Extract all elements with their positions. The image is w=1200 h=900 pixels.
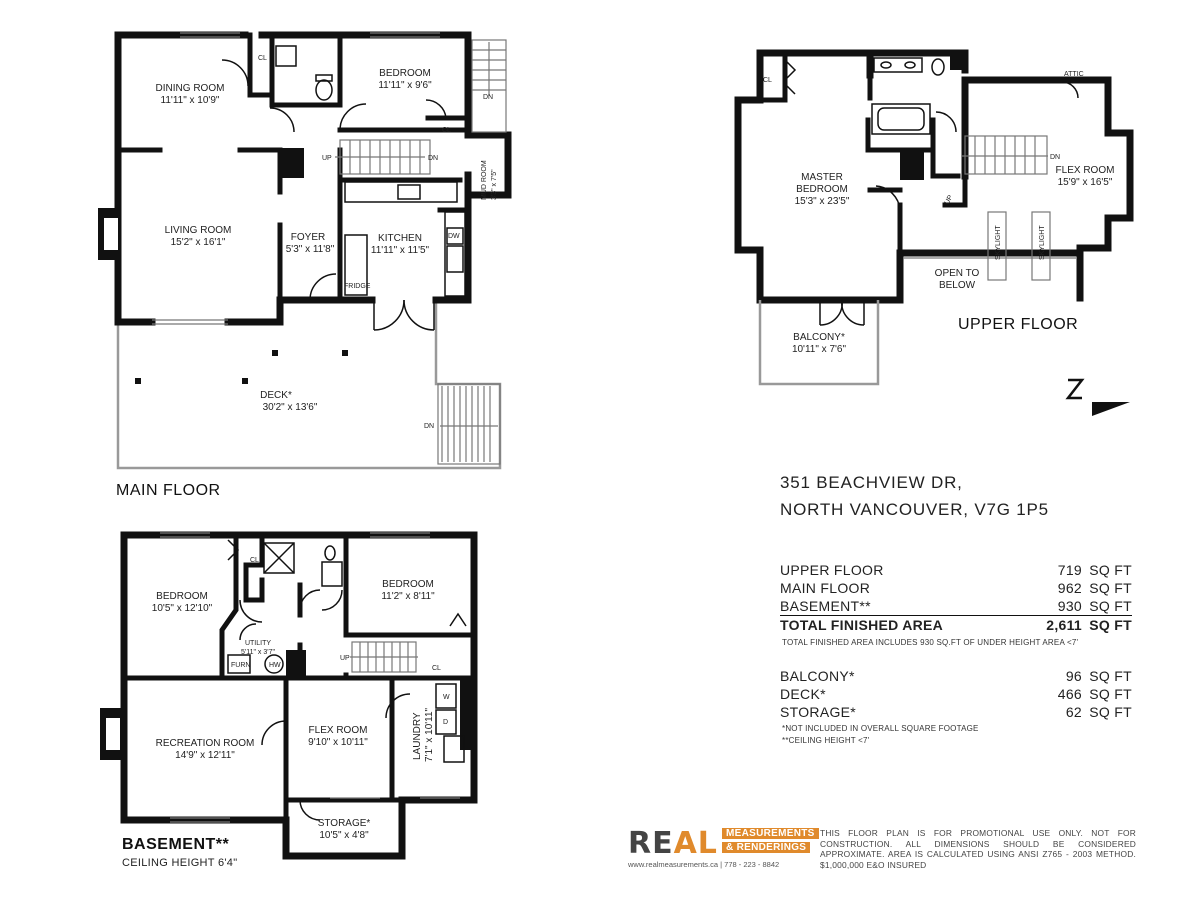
extra-value: 96 (1065, 668, 1082, 684)
main-dn-label: DN (428, 155, 439, 162)
deck-dn-label: DN (424, 423, 435, 430)
extra-name: DECK* (780, 686, 826, 702)
area-row-total (780, 615, 1132, 634)
area-unit: SQ FT (1089, 562, 1132, 578)
laundry-dims: 7'1" x 10'11" (424, 707, 435, 762)
area-name: UPPER FLOOR (780, 562, 884, 578)
logo-part-b: AL (673, 826, 718, 861)
basement-title: BASEMENT** (122, 836, 230, 853)
basement-bedroom2-dims: 11'2" x 8'11" (381, 591, 435, 602)
exterior-stairs-top (472, 40, 506, 132)
extra-value: 466 (1057, 686, 1082, 702)
extra-row-balcony (780, 667, 1132, 685)
address-line1: 351 BEACHVIEW DR, (780, 473, 963, 492)
extra-unit: SQ FT (1089, 686, 1132, 702)
main-dn-top-label: DN (483, 94, 494, 101)
basement-flex-room-dims: 9'10" x 10'11" (308, 737, 368, 748)
main-stairs (335, 140, 430, 174)
open-to-below-2: BELOW (938, 280, 976, 291)
kitchen-dims: 11'11" x 11'5" (370, 245, 430, 256)
basement-bedroom2-label: BEDROOM (382, 579, 434, 590)
mud-room-label: MUD ROOM (481, 160, 488, 200)
total-unit: SQ FT (1089, 617, 1132, 633)
main-doors (222, 60, 446, 330)
area-name: BASEMENT** (780, 598, 871, 614)
logo-part-a: RE (628, 826, 674, 861)
extra-row-deck (780, 685, 1132, 703)
basement-stairs (350, 642, 418, 672)
main-cl2-label: CL (442, 127, 451, 134)
total-value: 2,611 (1046, 617, 1082, 633)
basement-cl2-label: CL (432, 665, 441, 672)
deck-dims: 30'2" x 13'6" (262, 402, 318, 413)
extra-value: 62 (1065, 704, 1082, 720)
main-bedroom-dims: 11'11" x 9'6" (378, 80, 432, 91)
main-cl-label: CL (258, 55, 267, 62)
area-name: MAIN FLOOR (780, 580, 871, 596)
upper-up-label: UP (943, 194, 955, 206)
north-arrow-icon (1062, 376, 1134, 420)
deck-label: DECK* (260, 390, 292, 401)
area-value: 719 (1057, 562, 1082, 578)
extra-row-storage (780, 703, 1132, 721)
real-logo (628, 826, 718, 861)
foyer-label: FOYER (290, 232, 326, 243)
main-bedroom-label: BEDROOM (379, 68, 431, 79)
fridge-label: FRIDGE (344, 283, 371, 290)
total-note: TOTAL FINISHED AREA INCLUDES 930 SQ.FT OF UNDER HEIGHT AREA <7' (782, 638, 1079, 647)
main-floor-title: MAIN FLOOR (116, 482, 221, 499)
dining-room-label: DINING ROOM (155, 83, 225, 94)
mud-room-dims: 3'3" x 7'5" (491, 169, 498, 200)
recreation-room-label: RECREATION ROOM (155, 738, 255, 749)
balcony-dims: 10'11" x 7'6" (791, 344, 847, 355)
storage-dims: 10'5" x 4'8" (319, 830, 369, 841)
area-row-main (780, 579, 1132, 597)
laundry-label: LAUNDRY (412, 712, 423, 760)
disclaimer: THIS FLOOR PLAN IS FOR PROMOTIONAL USE ONLY. NOT FOR CONSTRUCTION. ALL DIMENSIONS SHOULD BE CONSIDERED APPROXIMATE. AREA IS CALCULATED USING ANSI Z765 - 2003 METHOD. $1,000,000 E&O INSURED (820, 828, 1136, 870)
area-row-upper (780, 561, 1132, 579)
basement-plan (100, 533, 474, 856)
brand-tag-1: MEASUREMENTS (722, 828, 819, 839)
balcony-label: BALCONY* (793, 332, 845, 343)
total-name: TOTAL FINISHED AREA (780, 617, 944, 633)
upper-floor-title: UPPER FLOOR (958, 316, 1079, 333)
upper-flex-room-dims: 15'9" x 16'5" (1057, 177, 1113, 188)
area-table (780, 561, 1132, 634)
master-bedroom-label1: MASTER (801, 172, 843, 183)
attic-label: ATTIC (1064, 71, 1084, 78)
dryer-label: D (443, 719, 449, 726)
deck-stairs (438, 384, 500, 464)
basement-flex-room-label: FLEX ROOM (308, 725, 368, 736)
open-to-below-1: OPEN TO (934, 268, 980, 279)
utility-label: UTILITY (244, 640, 272, 647)
extra-name: BALCONY* (780, 668, 855, 684)
area-value: 930 (1057, 598, 1082, 614)
master-bedroom-dims: 15'3" x 23'5" (794, 196, 850, 207)
living-room-label: LIVING ROOM (164, 225, 232, 236)
area-unit: SQ FT (1089, 598, 1132, 614)
basement-bedroom1-dims: 10'5" x 12'10" (151, 603, 213, 614)
area-value: 962 (1057, 580, 1082, 596)
recreation-room-dims: 14'9" x 12'11" (175, 750, 235, 761)
kitchen-label: KITCHEN (378, 233, 422, 244)
master-bedroom-label2: BEDROOM (796, 184, 848, 195)
footnote-1: *NOT INCLUDED IN OVERALL SQUARE FOOTAGE (782, 724, 979, 733)
skylight1-label: SKYLIGHT (995, 225, 1002, 260)
footnote-2: **CEILING HEIGHT <7' (782, 736, 870, 745)
extras-table (780, 667, 1132, 721)
washer-label: W (443, 694, 450, 701)
dw-label: DW (448, 233, 460, 240)
main-up-label: UP (322, 155, 332, 162)
basement-cl1-label: CL (250, 557, 259, 564)
dining-room-dims: 11'11" x 10'9" (160, 95, 220, 106)
extra-name: STORAGE* (780, 704, 857, 720)
upper-floor-plan (738, 52, 1130, 384)
brand-contact: www.realmeasurements.ca | 778 - 223 - 8842 (628, 860, 780, 869)
basement-up-label: UP (340, 655, 350, 662)
upper-flex-room-label: FLEX ROOM (1055, 165, 1115, 176)
basement-ceiling-height: CEILING HEIGHT 6'4" (122, 857, 238, 869)
extra-unit: SQ FT (1089, 704, 1132, 720)
hw-label: HW (269, 662, 281, 669)
area-unit: SQ FT (1089, 580, 1132, 596)
foyer-dims: 5'3" x 11'8" (285, 244, 335, 255)
living-room-dims: 15'2" x 16'1" (170, 237, 226, 248)
basement-bedroom1-label: BEDROOM (156, 591, 208, 602)
upper-dn-label: DN (1050, 154, 1061, 161)
utility-dims: 5'11" x 3'7" (241, 649, 275, 656)
skylight2-label: SKYLIGHT (1039, 225, 1046, 260)
address-line2: NORTH VANCOUVER, V7G 1P5 (780, 500, 1049, 519)
furn-label: FURN (231, 662, 251, 669)
storage-label: STORAGE* (317, 818, 371, 829)
main-bath-fixtures (276, 46, 332, 100)
upper-cl-label: CL (763, 77, 772, 84)
area-row-basement (780, 597, 1132, 615)
brand-tag-2: & RENDERINGS (722, 842, 810, 853)
main-floor-plan (98, 33, 508, 468)
extra-unit: SQ FT (1089, 668, 1132, 684)
upper-stairs (962, 136, 1048, 174)
